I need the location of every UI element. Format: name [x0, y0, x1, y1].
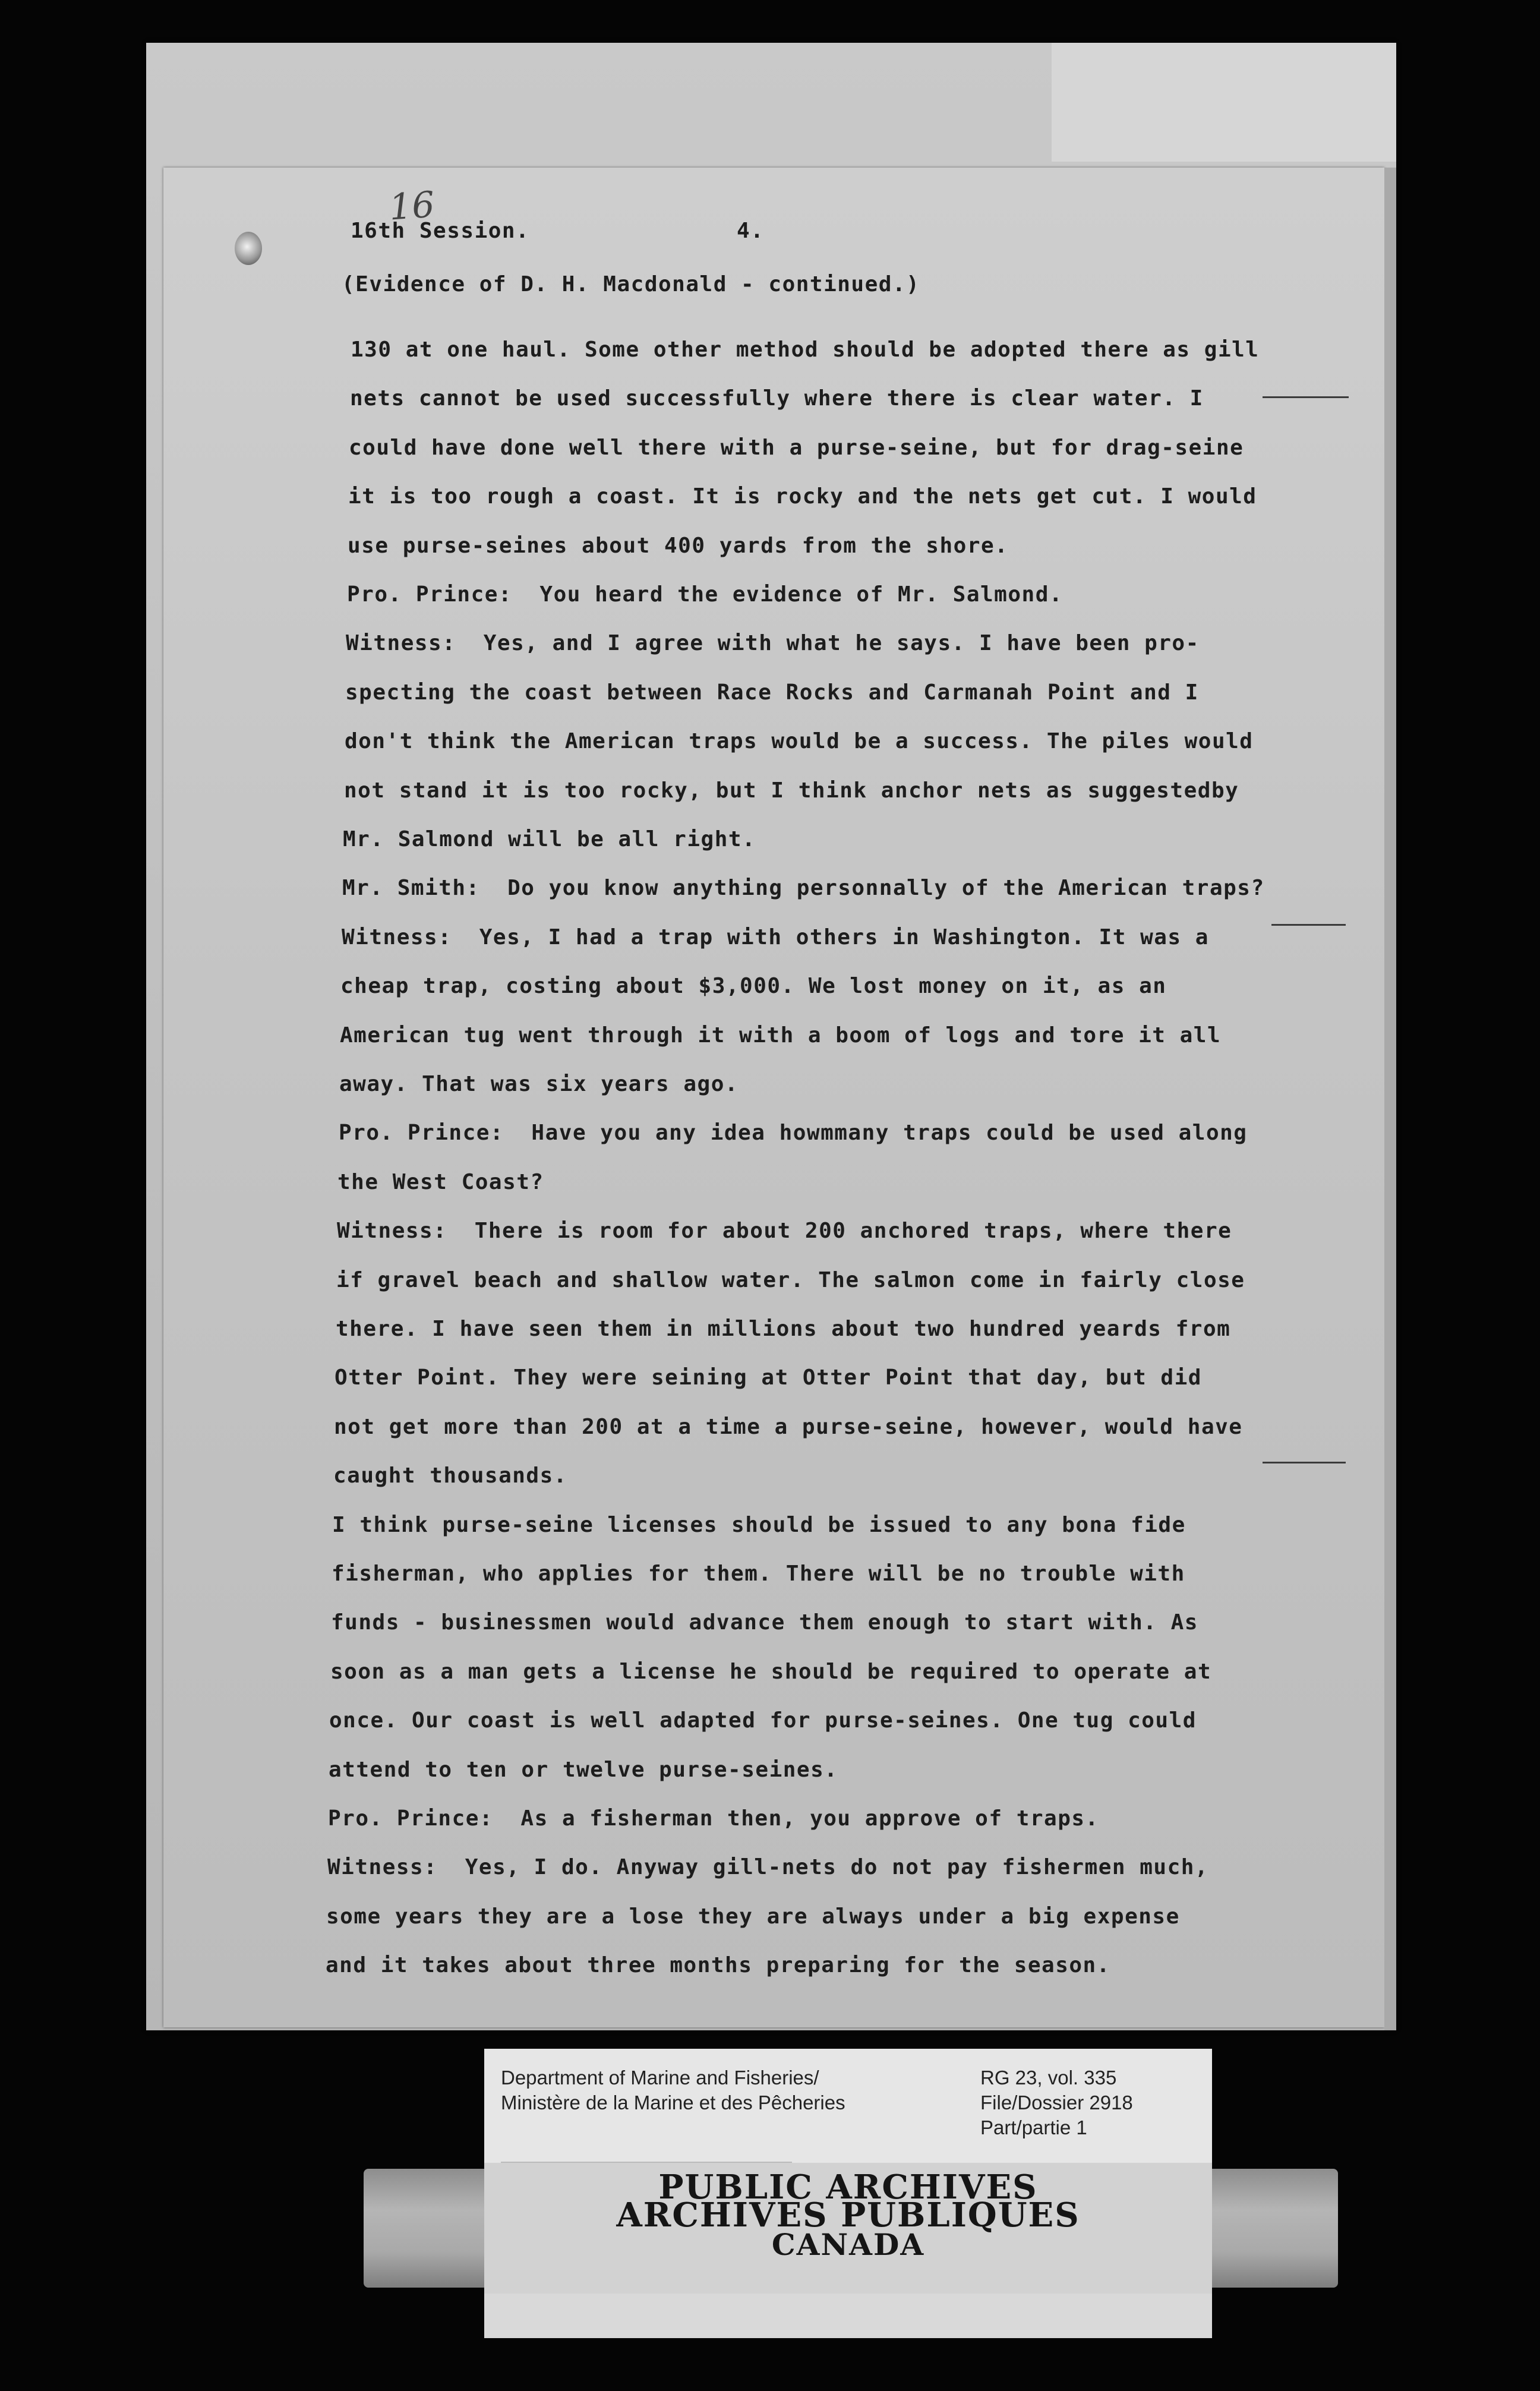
body-line: caught thousands. — [333, 1463, 567, 1488]
body-line: could have done well there with a purse-seine, but for drag-seine — [349, 435, 1244, 460]
label-file: File/Dossier 2918 — [980, 2092, 1133, 2114]
body-line: funds - businessmen would advance them enough to start with. As — [331, 1610, 1198, 1635]
back-sheet-edge — [1052, 43, 1396, 162]
body-line: once. Our coast is well adapted for purse-seines. One tug could — [329, 1708, 1197, 1733]
body-line: specting the coast between Race Rocks and Carmanah Point and I — [345, 680, 1199, 705]
label-department-fr: Ministère de la Marine et des Pêcheries — [501, 2092, 845, 2114]
body-line: Witness: Yes, and I agree with what he says. I have been pro- — [346, 631, 1200, 656]
page-number: 4. — [737, 219, 765, 243]
body-line: not get more than 200 at a time a purse-seine, however, would have — [334, 1414, 1243, 1439]
body-line: it is too rough a coast. It is rocky and the nets get cut. I would — [348, 484, 1257, 509]
body-line: if gravel beach and shallow water. The salmon come in fairly close — [336, 1267, 1245, 1292]
page-edge — [1384, 168, 1396, 2030]
punch-hole — [235, 232, 262, 265]
body-line: Pro. Prince: As a fisherman then, you approve of traps. — [328, 1806, 1099, 1831]
body-line: nets cannot be used successfully where there is clear water. I — [350, 386, 1204, 411]
stamp-line-1: PUBLIC ARCHIVES — [658, 2168, 1038, 2207]
body-line: Witness: There is room for about 200 anchored traps, where there — [337, 1219, 1232, 1244]
body-line: Pro. Prince: You heard the evidence of Mr. Salmond. — [347, 582, 1064, 607]
body-line: not stand it is too rocky, but I think anchor nets as suggestedby — [344, 778, 1239, 803]
body-line: Mr. Salmond will be all right. — [343, 827, 756, 851]
body-line: don't think the American traps would be a success. The piles would — [345, 729, 1254, 754]
margin-mark — [1271, 924, 1346, 926]
body-line: there. I have seen them in millions about two hundred yeards from — [336, 1317, 1231, 1341]
margin-mark — [1263, 1462, 1346, 1463]
body-line: fisherman, who applies for them. There will be no trouble with — [332, 1562, 1185, 1586]
handwritten-note: 16 — [387, 184, 436, 229]
margin-mark — [1263, 396, 1349, 398]
session-heading: 16th Session. — [351, 219, 530, 243]
label-reference — [980, 2065, 1133, 2140]
label-department — [501, 2065, 845, 2115]
body-line: American tug went through it with a boom of logs and tore it all — [340, 1023, 1222, 1048]
label-bottom — [484, 2294, 1212, 2338]
body-line: Witness: Yes, I had a trap with others in Washington. It was a — [342, 925, 1209, 950]
label-part: Part/partie 1 — [980, 2116, 1087, 2138]
body-line: 130 at one haul. Some other method should be adopted there as gill — [351, 337, 1260, 362]
body-line: Mr. Smith: Do you know anything personnally of the American traps? — [342, 876, 1265, 901]
body-line: soon as a man gets a license he should be required to operate at — [330, 1659, 1212, 1684]
body-line: use purse-seines about 400 yards from the shore. — [348, 533, 1009, 558]
body-line: the West Coast? — [337, 1169, 544, 1194]
body-line: some years they are a lose they are always under a big expense — [326, 1904, 1180, 1929]
stamp-line-2: ARCHIVES PUBLIQUES — [616, 2196, 1080, 2235]
evidence-subtitle: (Evidence of D. H. Macdonald - continued.) — [342, 272, 920, 296]
stamp-line-3: CANADA — [771, 2227, 925, 2262]
body-line: Witness: Yes, I do. Anyway gill-nets do not pay fishermen much, — [327, 1855, 1209, 1880]
body-line: I think purse-seine licenses should be issued to any bona fide — [332, 1512, 1186, 1537]
body-line: attend to ten or twelve purse-seines. — [329, 1757, 838, 1782]
archive-label — [484, 2049, 1212, 2175]
label-rg: RG 23, vol. 335 — [980, 2067, 1117, 2089]
body-line: Pro. Prince: Have you any idea howmmany traps could be used along — [339, 1121, 1248, 1146]
body-line: cheap trap, costing about $3,000. We lost money on it, as an — [340, 974, 1167, 999]
body-line: and it takes about three months preparing for the season. — [326, 1953, 1110, 1978]
label-department-en: Department of Marine and Fisheries/ — [501, 2067, 819, 2089]
body-line: away. That was six years ago. — [339, 1072, 739, 1096]
body-line: Otter Point. They were seining at Otter Point that day, but did — [334, 1365, 1202, 1390]
